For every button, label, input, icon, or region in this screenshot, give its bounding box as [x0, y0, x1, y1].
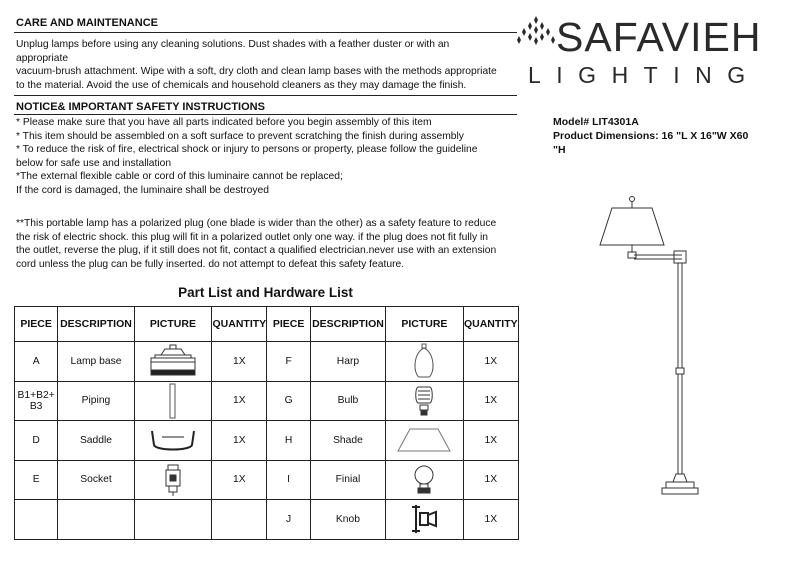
piece-cell: F [267, 342, 310, 382]
description-cell: Harp [310, 342, 385, 382]
parts-table [14, 306, 519, 540]
description-cell: Piping [58, 381, 134, 421]
model-number: Model# LIT4301A [553, 116, 639, 128]
notice-heading: NOTICE& IMPORTANT SAFETY INSTRUCTIONS [16, 101, 265, 113]
table-row [15, 500, 519, 540]
description-cell: Shade [310, 421, 385, 461]
description-cell: Knob [310, 500, 385, 540]
picture-cell [134, 421, 211, 461]
brand-sub: LIGHTING [528, 62, 761, 88]
knob-icon [406, 502, 442, 536]
picture-cell [134, 381, 211, 421]
picture-cell [386, 421, 463, 461]
notice-line: *The external flexible cable or cord of this luminaire cannot be replaced; [16, 171, 343, 183]
picture-cell [386, 342, 463, 382]
picture-cell [134, 500, 211, 540]
quantity-cell: 1X [463, 381, 518, 421]
notice-line: * Please make sure that you have all parts indicated before you begin assembly of this item [16, 117, 432, 128]
header-piece: PIECE [267, 307, 310, 342]
chandelier-logo-icon [516, 14, 556, 56]
socket-icon [161, 463, 185, 497]
piece-cell: G [267, 381, 310, 421]
quantity-cell: 1X [463, 500, 518, 540]
picture-cell [386, 381, 463, 421]
picture-cell [134, 460, 211, 500]
lamp-base-icon [143, 343, 203, 379]
quantity-cell: 1X [212, 342, 267, 382]
piece-cell: I [267, 460, 310, 500]
harp-icon [409, 343, 439, 379]
quantity-cell [212, 500, 267, 540]
saddle-icon [148, 425, 198, 455]
picture-cell [386, 500, 463, 540]
parts-table-header [15, 307, 519, 342]
header-description: DESCRIPTION [58, 307, 134, 342]
piece-cell: A [15, 342, 58, 382]
bulb-icon [412, 383, 436, 419]
notice-line: below for safe use and installation [16, 157, 172, 169]
model-info [553, 115, 793, 157]
quantity-cell: 1X [463, 342, 518, 382]
notice-rule [14, 114, 517, 115]
piece-cell-line: B1+B2+ [17, 389, 55, 401]
picture-cell [386, 460, 463, 500]
care-line: vacuum-brush attachment. Wipe with a soft, dry cloth and clean lamp bases with the methods appropriate [16, 66, 497, 78]
table-row [15, 421, 519, 461]
notice-line: If the cord is damaged, the luminaire shall be destroyed [16, 184, 269, 196]
piece-cell: D [15, 421, 58, 461]
piece-cell: H [267, 421, 310, 461]
header-quantity: QUANTITY [463, 307, 518, 342]
notice-line: * To reduce the risk of fire, electrical shock or injury to persons or property, please follow the guideline [16, 144, 478, 156]
parts-table-title: Part List and Hardware List [178, 285, 353, 300]
quantity-cell: 1X [463, 421, 518, 461]
product-dimensions-cont: "H [553, 144, 566, 156]
care-heading: CARE AND MAINTENANCE [16, 17, 158, 29]
header-quantity: QUANTITY [212, 307, 267, 342]
description-cell: Lamp base [58, 342, 134, 382]
table-row [15, 381, 519, 421]
finial-icon [409, 463, 439, 497]
header-picture: PICTURE [134, 307, 211, 342]
picture-cell [134, 342, 211, 382]
description-cell: Saddle [58, 421, 134, 461]
plug-note-line: **This portable lamp has a polarized plug (one blade is wider than the other) as a safety feature to reduce [16, 218, 497, 229]
piece-cell-line: B3 [29, 400, 43, 412]
plug-note-line: cord unless the plug can be fully inserted. do not attempt to defeat this safety feature. [16, 258, 405, 270]
notice-text [16, 116, 516, 198]
header-description: DESCRIPTION [310, 307, 385, 342]
quantity-cell: 1X [212, 421, 267, 461]
care-bottom-rule [14, 95, 517, 96]
table-row [15, 342, 519, 382]
floor-lamp-illustration [590, 190, 700, 530]
notice-line: * This item should be assembled on a soft surface to prevent scratching the finish during assembly [16, 130, 464, 142]
plug-note-line: the outlet, reverse the plug, if it still does not fit, contact a qualified electrician.never use with an extension [16, 245, 497, 257]
quantity-cell: 1X [212, 381, 267, 421]
care-text [16, 38, 516, 92]
description-cell [58, 500, 134, 540]
care-line: to the material. Avoid the use of chemicals and household cleaners as they may damage the finish. [16, 79, 467, 91]
piece-cell [15, 381, 58, 421]
description-cell: Finial [310, 460, 385, 500]
care-line: Unplug lamps before using any cleaning solutions. Dust shades with a feather duster or with an [16, 39, 450, 50]
header-picture: PICTURE [386, 307, 463, 342]
plug-note [16, 217, 516, 271]
care-line: appropriate [16, 52, 69, 64]
quantity-cell: 1X [463, 460, 518, 500]
table-row [15, 460, 519, 500]
description-cell: Socket [58, 460, 134, 500]
piece-cell [15, 500, 58, 540]
quantity-cell: 1X [212, 460, 267, 500]
piece-cell: E [15, 460, 58, 500]
description-cell: Bulb [310, 381, 385, 421]
shade-icon [392, 425, 456, 455]
plug-note-line: the risk of electric shock. this plug will fit in a polarized outlet only one way. if the plug does not fit fully in [16, 231, 488, 243]
piece-cell: J [267, 500, 310, 540]
brand-name: SAFAVIEH [556, 14, 762, 60]
header-piece: PIECE [15, 307, 58, 342]
piping-icon [163, 383, 183, 419]
product-dimensions: Product Dimensions: 16 "L X 16"W X60 [553, 130, 749, 142]
care-rule [14, 32, 517, 33]
